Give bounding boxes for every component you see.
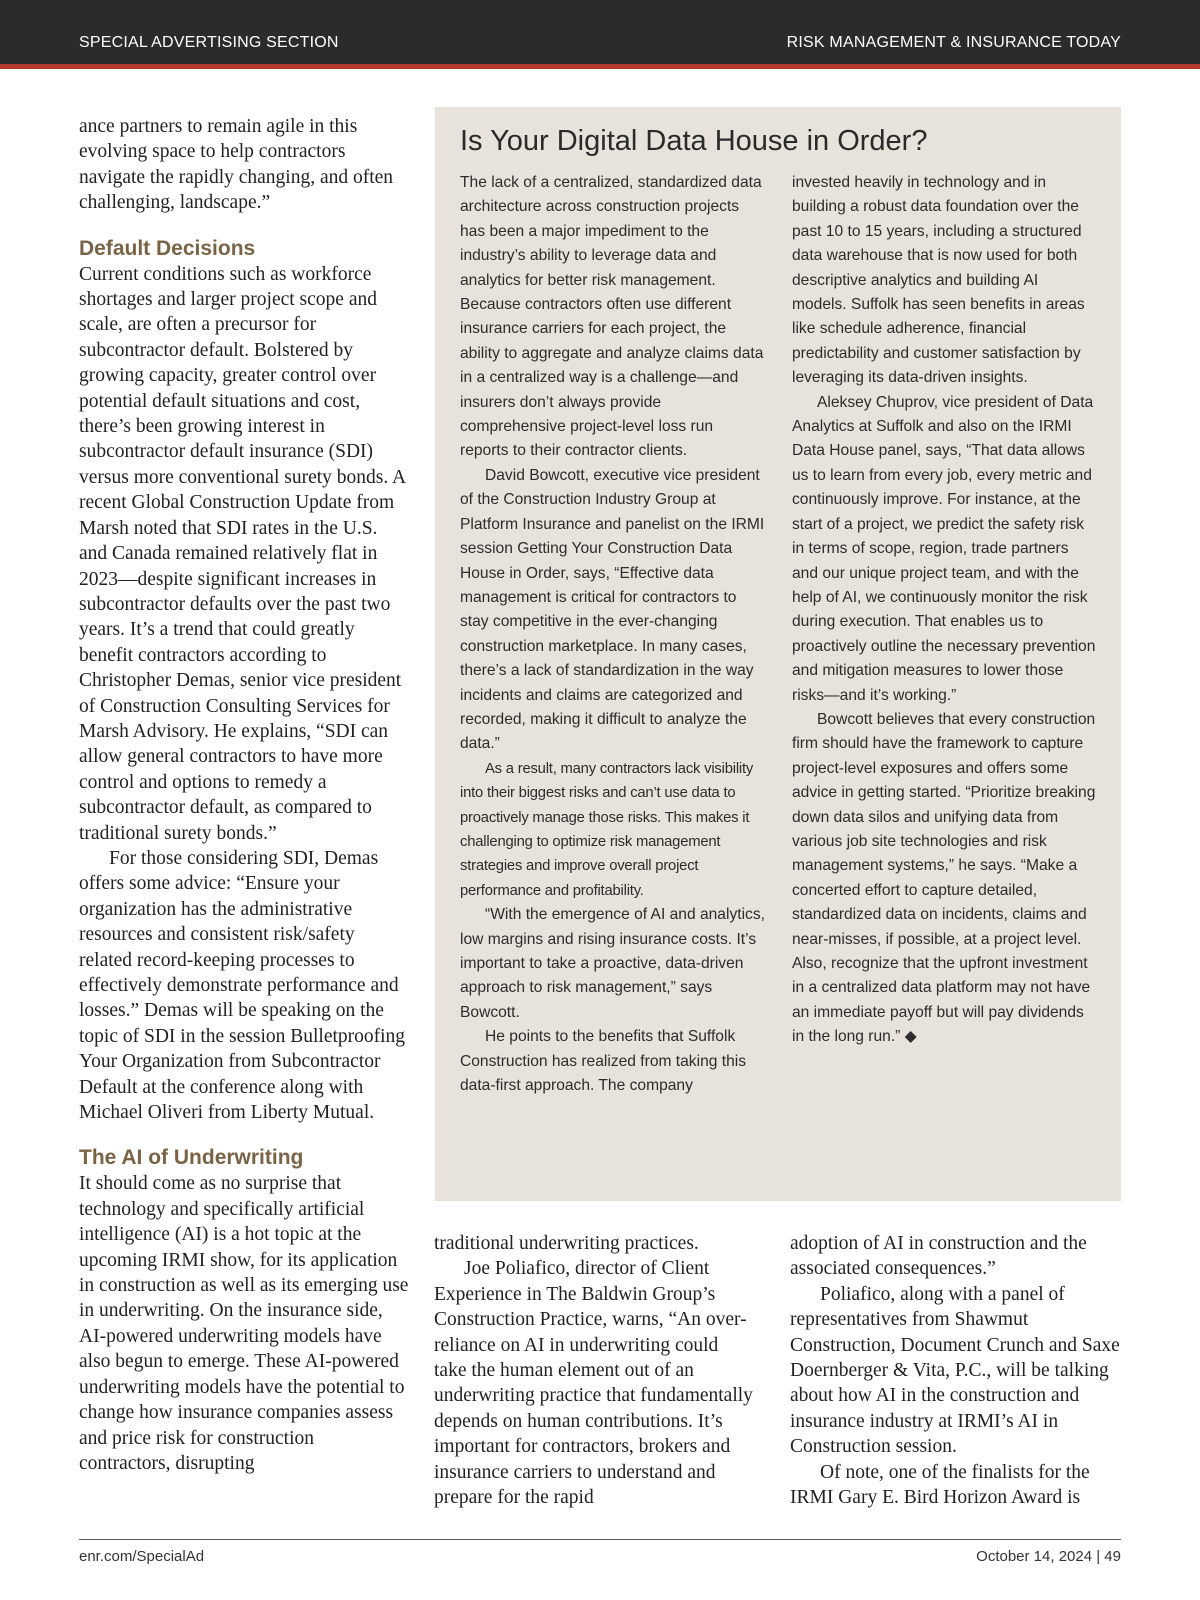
section-label: SPECIAL ADVERTISING SECTION [79, 34, 339, 51]
intro-paragraph: ance partners to remain agile in this evolving space to help contractors navigate the rapidly changing, and often challenging, landscape.” [79, 116, 394, 214]
sidebar-right-column [792, 171, 1097, 1050]
sidebar-paragraph: Bowcott believes that every construction firm should have the framework to capture project-level exposures and offers some advice in getting started. “Prioritize breaking down data silos and unifying data from various job site technologies and risk management systems,” he says. “Make a concerted effort to capture detailed, standardized data on incidents, claims and near-misses, if possible, at a project level. Also, recognize that the upfront investment in a centralized data platform may not have an immediate payoff but will pay dividends in the long run.” ◆ [792, 710, 1096, 1046]
sidebar-paragraph: “With the emergence of AI and analytics, low margins and rising insurance costs. It’s important to take a proactive, data-driven approach to risk management,” says Bowcott. [460, 906, 765, 1021]
section-heading-ai-underwriting: The AI of Underwriting [79, 1146, 304, 1170]
page-header-bar [0, 0, 1200, 64]
sidebar-paragraph: He points to the benefits that Suffolk Construction has realized from taking this data-first approach. The company [460, 1028, 747, 1095]
sidebar-box [435, 107, 1121, 1201]
left-column [79, 114, 409, 1476]
body-paragraph: adoption of AI in construction and the associated consequences.” [790, 1233, 1087, 1280]
section-heading-default-decisions: Default Decisions [79, 236, 256, 260]
body-paragraph: Joe Poliafico, director of Client Experience in The Baldwin Group’s Construction Practice, warns, “An over-reliance on AI in underwriting could take the human element out of an underwriting practice that fundamentally depends on human contributions. It’s important for contractors, brokers and insurance carriers to understand and prepare for the rapid [434, 1258, 753, 1509]
body-paragraph: traditional underwriting practices. [434, 1233, 699, 1254]
publication-label: RISK MANAGEMENT & INSURANCE TODAY [786, 34, 1121, 51]
sidebar-title: Is Your Digital Data House in Order? [460, 125, 928, 157]
body-paragraph: It should come as no surprise that technology and specifically artificial intelligence (AI) is a hot topic at the upcoming IRMI show, for its application in construction as well as its emerging use in underwriting. On the insurance side, AI-powered underwriting models have also begun to emerge. These AI-powered underwriting models have the potential to change how insurance companies assess and price risk for construction contractors, disrupting [79, 1173, 409, 1474]
sidebar-paragraph: David Bowcott, executive vice president of the Construction Industry Group at Platform Insurance and panelist on the IRMI session Getting Your Construction Data House in Order, says, “Effective data management is critical for contractors to stay competitive in the ever-changing construction marketplace. In many cases, there’s a lack of standardization in the way incidents and claims are categorized and recorded, making it difficult to analyze the data.” [460, 466, 765, 753]
body-paragraph: Current conditions such as workforce shortages and larger project scope and scale, are often a precursor for subcontractor default. Bolstered by growing capacity, greater control over potential default situations and cost, there’s been growing interest in subcontractor default insurance (SDI) versus more conventional surety bonds. A recent Global Construction Update from Marsh noted that SDI rates in the U.S. and Canada remained relatively flat in 2023—despite significant increases in subcontractor defaults over the past two years. It’s a trend that could greatly benefit contractors according to Christopher Demas, senior vice president of Construction Consulting Services for Marsh Advisory. He explains, “SDI can allow general contractors to have more control and options to remedy a subcontractor default, as compared to traditional surety bonds.” [79, 263, 406, 844]
footer-url: enr.com/SpecialAd [79, 1548, 205, 1565]
body-paragraph: Poliafico, along with a panel of representatives from Shawmut Construction, Document Crunch and Saxe Doernberger & Vita, P.C., will be talking about how AI in the construction and insurance industry at IRMI’s AI in Construction session. [790, 1283, 1120, 1458]
middle-column [434, 1231, 754, 1510]
sidebar-paragraph: As a result, many contractors lack visibility into their biggest risks and can’t use data to proactively manage those risks. This makes it challenging to optimize risk management strategies and improve overall project performance and profitability. [460, 760, 754, 899]
sidebar-paragraph: invested heavily in technology and in building a robust data foundation over the past 10 to 15 years, including a structured data warehouse that is now used for both descriptive analytics and building AI models. Suffolk has seen benefits in areas like schedule adherence, financial predictability and customer satisfaction by leveraging its data-driven insights. [792, 174, 1085, 387]
right-column [790, 1231, 1130, 1510]
footer-rule [79, 1539, 1121, 1540]
sidebar-left-column [460, 171, 765, 1098]
sidebar-paragraph: The lack of a centralized, standardized data architecture across construction projects has been a major impediment to the industry’s ability to leverage data and analytics for better risk management. Because contractors often use different insurance carriers for each project, the ability to aggregate and analyze claims data in a centralized way is a challenge—and insurers don’t always provide comprehensive project-level loss run reports to their contractor clients. [460, 174, 764, 460]
body-paragraph: Of note, one of the finalists for the IRMI Gary E. Bird Horizon Award is [790, 1461, 1090, 1509]
body-paragraph: For those considering SDI, Demas offers some advice: “Ensure your organization has the administrative resources and consistent risk/safety related record-keeping processes to effectively demonstrate performance and losses.” Demas will be speaking on the topic of SDI in the session Bulletproofing Your Organization from Subcontractor Default at the conference along with Michael Oliveri from Liberty Mutual. [79, 847, 406, 1124]
footer-date-page: October 14, 2024 | 49 [976, 1548, 1121, 1565]
sidebar-paragraph: Aleksey Chuprov, vice president of Data Analytics at Suffolk and also on the IRMI Data House panel, says, “That data allows us to learn from every job, every metric and continuously improve. For instance, at the start of a project, we predict the safety risk in terms of scope, region, trade partners and our unique project team, and with the help of AI, we continuously monitor the risk during execution. That enables us to proactively outline the necessary prevention and mitigation measures to lower those risks—and it’s working.” [792, 393, 1096, 704]
header-accent-rule [0, 64, 1200, 69]
